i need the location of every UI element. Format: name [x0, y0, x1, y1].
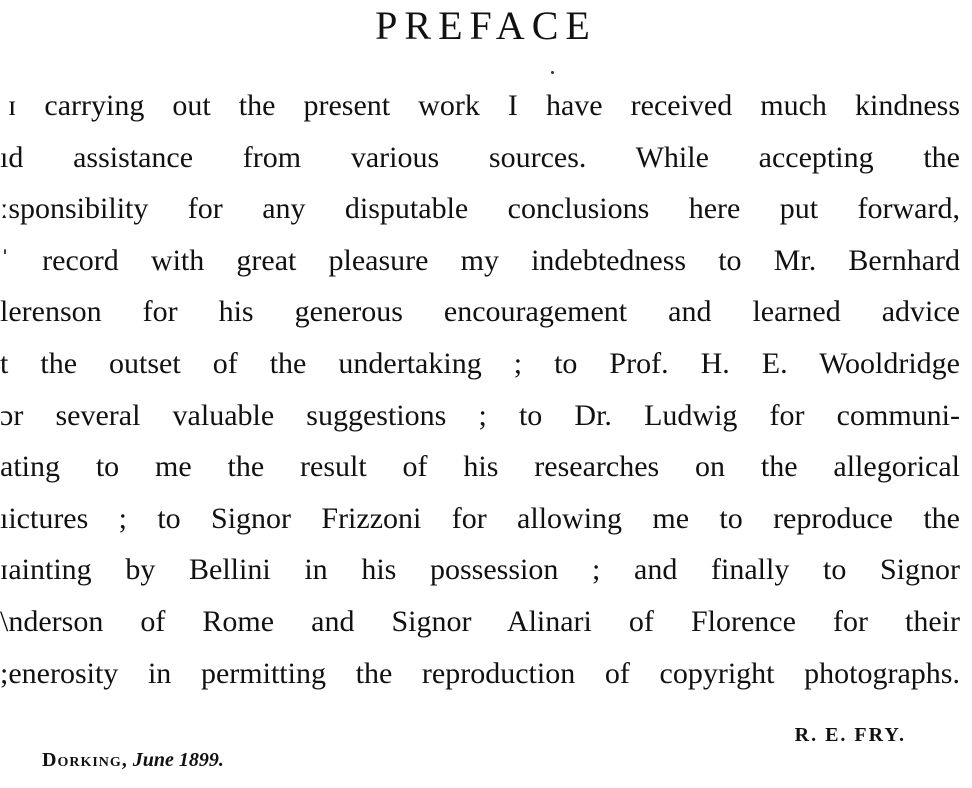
text-line: ıd assistance from various sources. While accepting the: [0, 140, 960, 174]
preface-body: [0, 80, 960, 699]
place-name: Dorking,: [42, 749, 128, 771]
text-line: ˈ record with great pleasure my indebtedness to Mr. Bernhard: [0, 243, 960, 277]
text-line: ıictures ; to Signor Frizzoni for allowing me to reproduce the: [0, 501, 960, 535]
text-line: \nderson of Rome and Signor Alinari of Florence for their: [0, 604, 960, 638]
text-line: ɪ carrying out the present work I have received much kindness: [8, 89, 960, 122]
date-text: June 1899.: [132, 749, 224, 771]
place-date: [42, 749, 224, 772]
text-line: ating to me the result of his researches on the allegorical: [0, 450, 960, 484]
page-title: PREFACE: [375, 3, 597, 48]
text-line: lerenson for his generous encouragement and learned advice: [0, 295, 960, 329]
ornament-dot: [551, 71, 554, 74]
text-line: ɔr several valuable suggestions ; to Dr. Ludwig for communi-: [0, 398, 960, 432]
author-signature: R. E. FRY.: [794, 724, 906, 746]
text-line: t the outset of the undertaking ; to Prof. H. E. Wooldridge: [0, 346, 960, 380]
text-line: ːsponsibility for any disputable conclusions here put forward,: [0, 192, 960, 226]
text-line: ɪainting by Bellini in his possession ; and finally to Signor: [0, 553, 960, 587]
text-line: ;enerosity in permitting the reproduction of copyright photographs.: [0, 656, 960, 690]
